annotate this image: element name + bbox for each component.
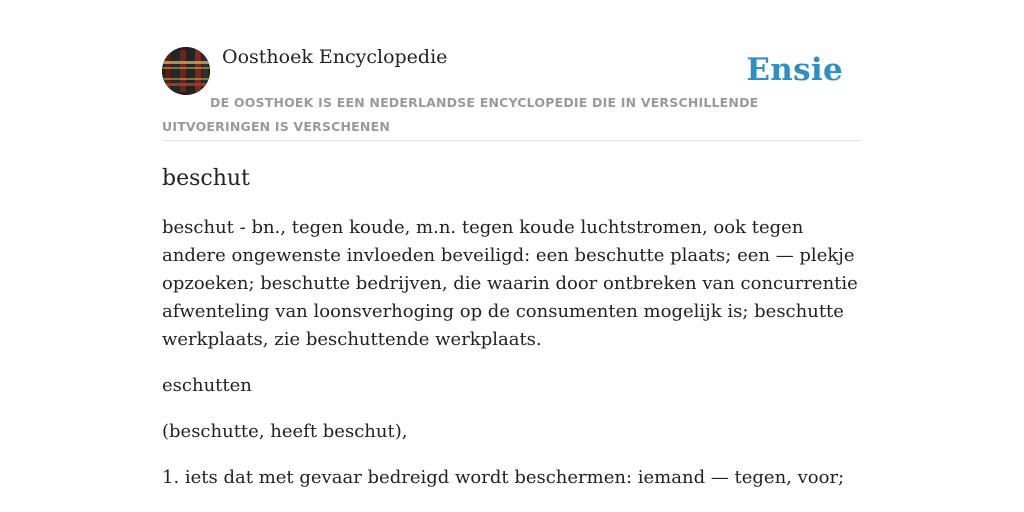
- entry-line: (beschutte, heeft beschut),: [162, 421, 408, 442]
- entry-definition: beschut - bn., tegen koude, m.n. tegen koude luchtstromen, ook tegen andere ongewenste invloeden beveiligd: een beschutte plaats; een — plekje opzoeken; beschutte bedrijven, die waarin door ontbreken van concurrentie afwenteling van loonsverhoging op de consumenten mogelijk is; beschutte werkplaats, zie beschuttende werkplaats.: [162, 217, 858, 350]
- entry-line: eschutten: [162, 375, 252, 396]
- site-header: [162, 44, 862, 141]
- site-name-link[interactable]: Oosthoek Encyclopedie: [222, 46, 448, 68]
- entry-line: 1. iets dat met gevaar bedreigd wordt beschermen: iemand — tegen, voor;: [162, 467, 845, 488]
- entry-title: beschut: [162, 166, 250, 191]
- encyclopedia-books-icon[interactable]: [162, 47, 210, 95]
- entry-content: [162, 160, 862, 492]
- site-tagline: DE OOSTHOEK IS EEN NEDERLANDSE ENCYCLOPEDIE DIE IN VERSCHILLENDE UITVOERINGEN IS VERSCHENEN: [162, 95, 759, 134]
- ensie-logo-link[interactable]: Ensie: [746, 52, 843, 88]
